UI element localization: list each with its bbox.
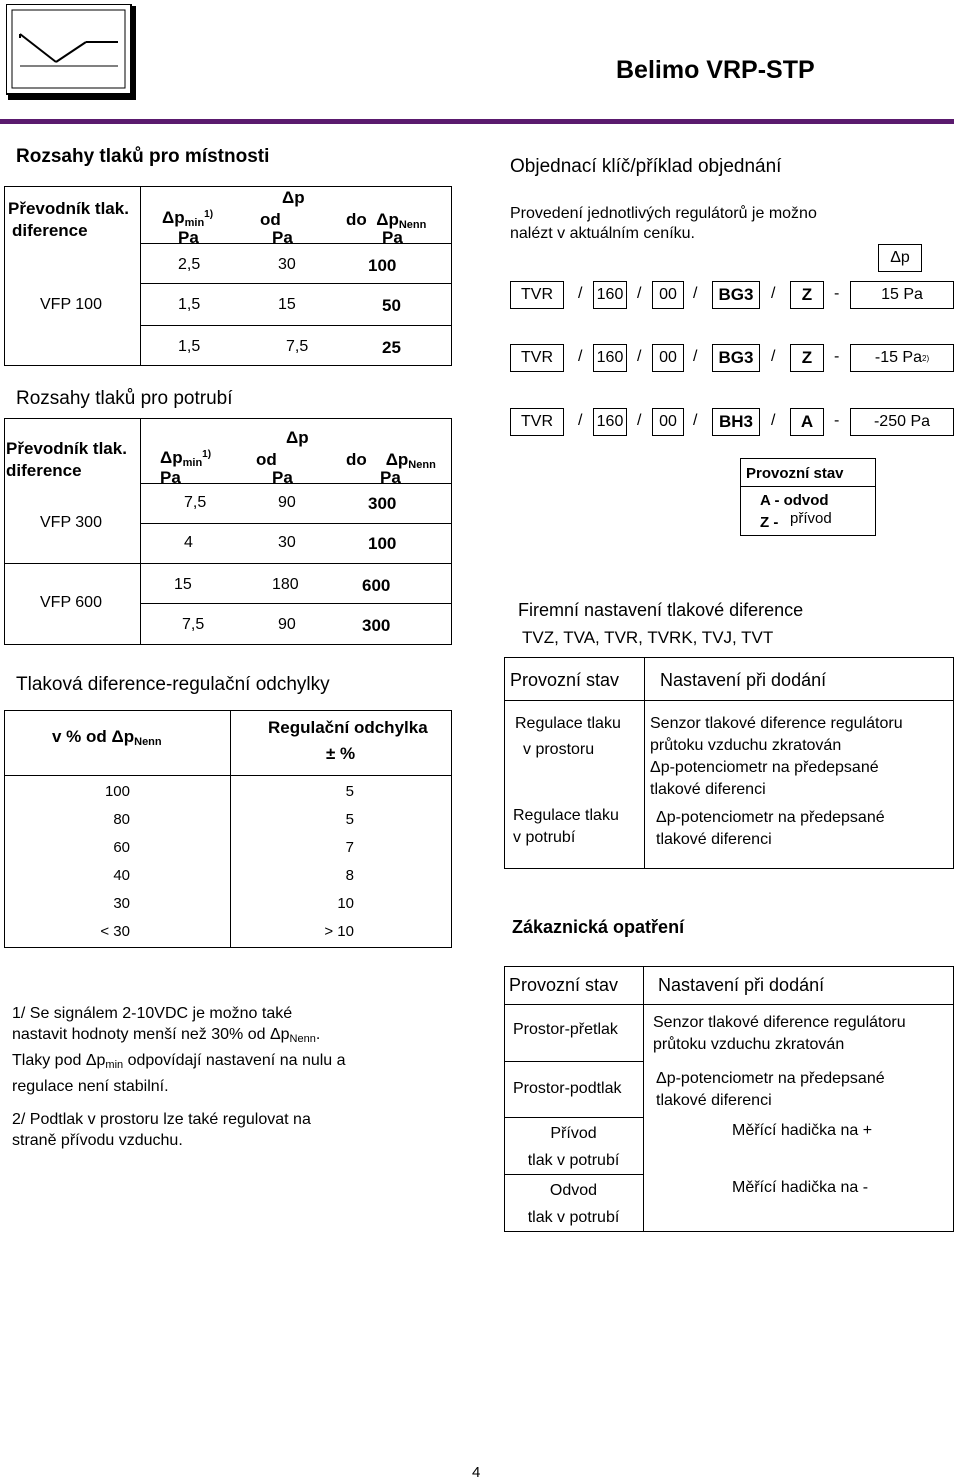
table-cell: 600 <box>362 576 391 595</box>
duct-od-header: od <box>256 450 277 469</box>
table-cell: Přívod tlak v potrubí <box>527 1125 620 1169</box>
room-dp-header: Δp <box>282 188 305 207</box>
factory-row1-c2: Senzor tlakové diference regulátoru průtoku vzduchu zkratován Δp-potenciometr na předepsané tlakové diferenci <box>650 715 903 798</box>
table-cell: Prostor-podtlak <box>513 1080 622 1097</box>
duct-dpmin-header: $\Delta p_{min}^{1)}$ <box>160 448 212 469</box>
order-mode-box: A <box>790 408 824 436</box>
deviation-col2-unit: ± % <box>326 744 356 763</box>
factory-row2-c2: Δp-potenciometr na předepsané tlakové diferenci <box>656 809 885 848</box>
deviation-col1-header: v % od $\Delta p_{Nenn}$ <box>52 727 162 748</box>
duct-device-600: VFP 600 <box>40 594 102 611</box>
duct-pa-2: Pa <box>272 468 293 487</box>
order-slash: / <box>771 348 776 365</box>
order-code-box: 00 <box>652 408 684 436</box>
order-dp-box: 15 Pa <box>850 281 954 309</box>
deviation-percent: < 30 <box>100 923 130 940</box>
table-cell: 90 <box>278 494 296 511</box>
customer-col1: Provozní stav <box>509 975 619 995</box>
room-pa-1: Pa <box>178 228 199 247</box>
order-slash: / <box>693 348 698 365</box>
order-slash: / <box>578 285 583 302</box>
order-dash: - <box>834 285 840 302</box>
header-rule <box>0 119 954 124</box>
brand-title: Belimo VRP-STP <box>616 56 815 84</box>
legend-title: Provozní stav <box>746 465 844 482</box>
factory-col1: Provozní stav <box>510 670 620 690</box>
deviation-section-title: Tlaková diference-regulační odchylky <box>16 674 330 695</box>
order-device-box: BH3 <box>712 408 760 436</box>
order-slash: / <box>771 285 776 302</box>
order-slash: / <box>693 412 698 429</box>
factory-section-title: Firemní nastavení tlakové diference <box>518 600 804 620</box>
table-cell: Měřící hadička na + <box>732 1122 873 1139</box>
factory-subtitle: TVZ, TVA, TVR, TVRK, TVJ, TVT <box>522 628 774 647</box>
table-cell: 15 <box>278 296 296 313</box>
order-type-box: TVR <box>510 281 564 309</box>
legend-z-text: přívod <box>790 510 832 527</box>
deviation-value: 7 <box>345 839 354 856</box>
table-cell: 7,5 <box>184 494 207 511</box>
table-cell: Prostor-přetlak <box>513 1021 618 1038</box>
order-dp-box: -15 Pa 2) <box>850 344 954 372</box>
page-number: 4 <box>472 1464 481 1481</box>
room-do-header: do $\Delta p_{Nenn}$ <box>346 210 427 231</box>
footnotes <box>12 1003 452 1151</box>
deviation-value: 5 <box>345 811 354 828</box>
deviation-value: 5 <box>345 783 354 800</box>
legend-z: Z - <box>760 514 779 531</box>
deviation-percent: 40 <box>113 867 130 884</box>
order-mode-box: Z <box>790 281 824 309</box>
logo <box>6 4 136 100</box>
duct-pa-1: Pa <box>160 468 181 487</box>
table-cell: 2,5 <box>178 256 201 273</box>
order-dash: - <box>834 412 840 429</box>
duct-dp-header: Δp <box>286 428 309 447</box>
customer-section-title: Zákaznická opatření <box>512 917 685 937</box>
order-dash: - <box>834 348 840 365</box>
order-type-box: TVR <box>510 408 564 436</box>
legend-a: A - odvod <box>760 492 829 509</box>
order-slash: / <box>771 412 776 429</box>
table-cell: Senzor tlakové diference regulátoru průtoku vzduchu zkratován <box>653 1014 906 1053</box>
order-slash: / <box>693 285 698 302</box>
order-slash: / <box>637 412 642 429</box>
table-cell: 1,5 <box>178 338 201 355</box>
footnote-2: 2/ Podtlak v prostoru lze také regulovat na straně přívodu vzduchu. <box>12 1111 311 1149</box>
factory-row1-c1: Regulace tlaku v prostoru <box>515 715 621 758</box>
order-intro: Provedení jednotlivých regulátorů je možno nalézt v aktuálním ceníku. <box>510 205 817 242</box>
deviation-percent: 100 <box>104 783 130 800</box>
logo-icon <box>6 4 136 100</box>
duct-converter-header: Převodník tlak. diference <box>6 439 127 480</box>
order-slash: / <box>637 285 642 302</box>
table-cell: 300 <box>362 616 391 635</box>
table-cell: 50 <box>382 296 401 315</box>
order-device-box: BG3 <box>712 344 760 372</box>
order-code-box: 00 <box>652 281 684 309</box>
duct-device-300: VFP 300 <box>40 514 102 531</box>
room-pa-3: Pa <box>382 228 403 247</box>
order-mode-box: Z <box>790 344 824 372</box>
order-size-box: 160 <box>593 344 627 372</box>
duct-section-title: Rozsahy tlaků pro potrubí <box>16 388 233 409</box>
table-cell: 1,5 <box>178 296 201 313</box>
customer-col2: Nastavení při dodání <box>658 975 825 995</box>
order-dp-box: -250 Pa <box>850 408 954 436</box>
table-cell: 100 <box>368 256 397 275</box>
deviation-value: 8 <box>345 867 354 884</box>
table-cell: 30 <box>278 534 296 551</box>
table-cell: 90 <box>278 616 296 633</box>
deviation-percent: 60 <box>113 839 130 856</box>
factory-row2-c1: Regulace tlaku v potrubí <box>513 807 619 846</box>
order-section-title: Objednací klíč/příklad objednání <box>510 156 782 177</box>
deviation-value: > 10 <box>324 923 354 940</box>
order-code-box: 00 <box>652 344 684 372</box>
room-device: VFP 100 <box>40 296 102 313</box>
deviation-col2-header: Regulační odchylka <box>268 718 428 737</box>
table-cell: Odvod tlak v potrubí <box>527 1182 620 1226</box>
room-od-header: od <box>260 210 281 229</box>
room-section-title: Rozsahy tlaků pro místnosti <box>16 146 270 167</box>
table-cell: 30 <box>278 256 296 273</box>
table-cell: 100 <box>368 534 397 553</box>
table-cell: 7,5 <box>286 338 309 355</box>
duct-pa-3: Pa <box>380 468 401 487</box>
order-slash: / <box>578 412 583 429</box>
table-cell: 15 <box>174 576 192 593</box>
factory-col2: Nastavení při dodání <box>660 670 827 690</box>
deviation-percent: 80 <box>113 811 130 828</box>
table-cell: Měřící hadička na - <box>732 1179 869 1196</box>
table-cell: Δp-potenciometr na předepsané tlakové diferenci <box>656 1070 885 1109</box>
deviation-value: 10 <box>337 895 354 912</box>
order-size-box: 160 <box>593 281 627 309</box>
deviation-percent: 30 <box>113 895 130 912</box>
order-size-box: 160 <box>593 408 627 436</box>
duct-do-header: do $\Delta p_{Nenn}$ <box>346 450 436 471</box>
order-slash: / <box>637 348 642 365</box>
order-type-box: TVR <box>510 344 564 372</box>
table-cell: 25 <box>382 338 401 357</box>
room-pa-2: Pa <box>272 228 293 247</box>
order-slash: / <box>578 348 583 365</box>
order-dp-label: Δp <box>878 244 922 272</box>
table-cell: 180 <box>272 576 299 593</box>
table-cell: 4 <box>184 534 193 551</box>
footnote-1: 1/ Se signálem 2-10VDC je možno také nastavit hodnoty menší než 30% od $\Delta p_{Nenn}$. Tlaky pod $\Delta p_{min}$ odpovídají nastavení na nulu a regulace není stabilní. <box>12 1005 346 1095</box>
order-device-box: BG3 <box>712 281 760 309</box>
table-cell: 7,5 <box>182 616 205 633</box>
table-cell: 300 <box>368 494 397 513</box>
room-dpmin-header: $\Delta p_{min}^{1)}$ <box>162 208 214 229</box>
room-converter-header: Převodník tlak. diference <box>8 199 129 240</box>
